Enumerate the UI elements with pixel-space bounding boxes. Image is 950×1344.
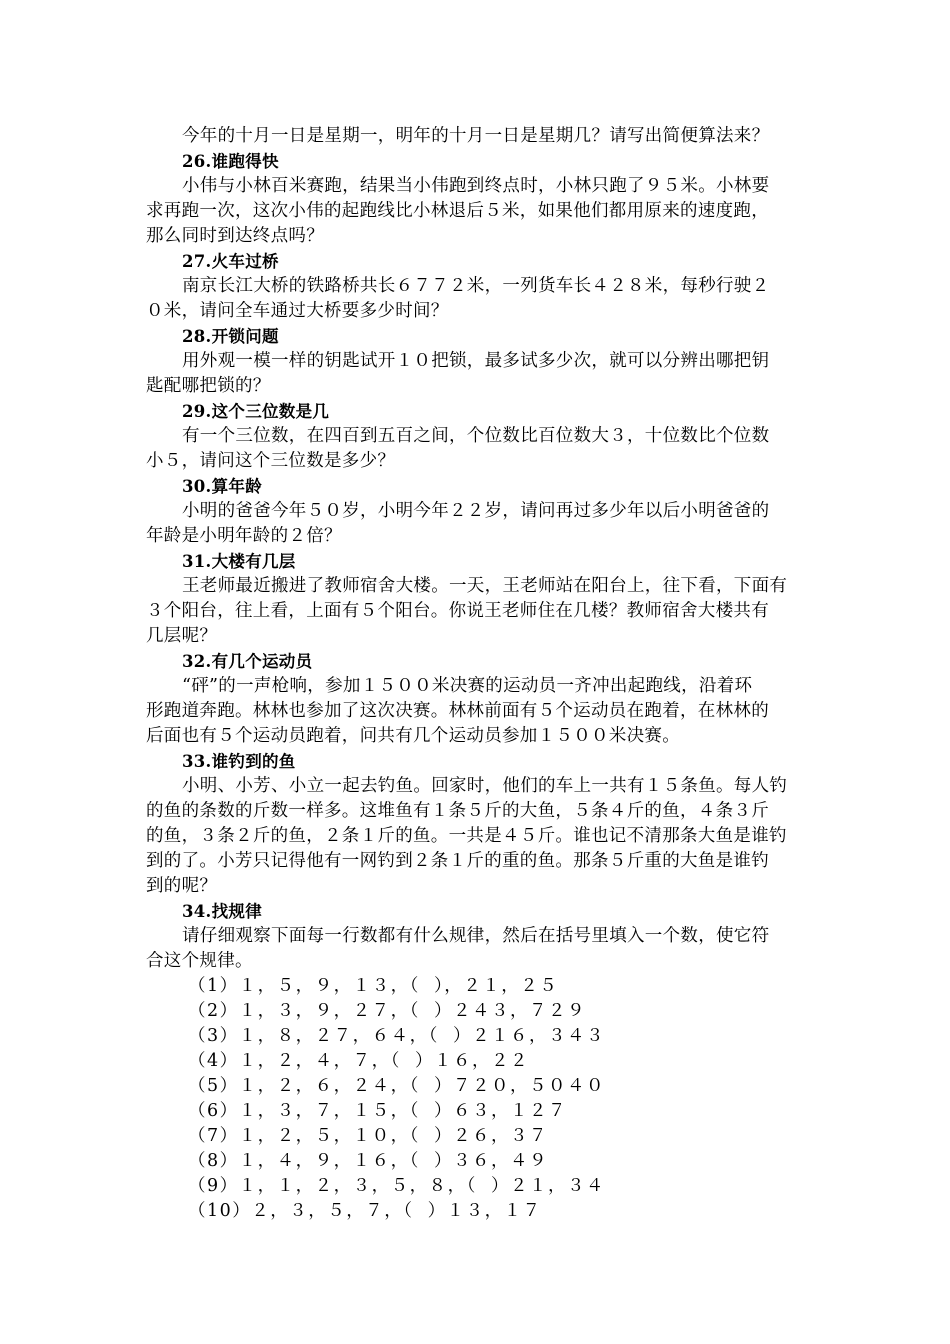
- problem-28-text: 用外观一模一样的钥匙试开１０把锁，最多试多少次，就可以分辨出哪把钥: [182, 351, 770, 371]
- sequence-item: （8）１，４，９，１６，（ ）３６，４９: [188, 1151, 549, 1171]
- sequence-item: （7）１，２，５，１０，（ ）２６，３７: [188, 1126, 549, 1146]
- problem-32-title: 32.有几个运动员: [182, 652, 313, 671]
- problem-29-text: 有一个三位数，在四百到五百之间，个位数比百位数大３，十位数比个位数: [182, 426, 770, 446]
- problem-30-title: 30.算年龄: [182, 477, 263, 496]
- problem-29-text: 小５，请问这个三位数是多少？: [146, 451, 396, 471]
- problem-32-text: “砰”的一声枪响，参加１５００米决赛的运动员一齐冲出起跑线，沿着环: [182, 676, 753, 696]
- intro-question: 今年的十月一日是星期一，明年的十月一日是星期几？请写出简便算法来？: [182, 126, 770, 146]
- problem-31-title: 31.大楼有几层: [182, 552, 296, 571]
- problem-31-text: 几层呢？: [146, 626, 218, 646]
- problem-31-text: ３个阳台，往上看，上面有５个阳台。你说王老师住在几楼？教师宿舍大楼共有: [146, 601, 769, 621]
- problem-27-text: ０米，请问全车通过大桥要多少时间？: [146, 301, 449, 321]
- problem-26-title: 26.谁跑得快: [182, 152, 279, 171]
- sequence-item: （2）１，３，９，２７，（ ）２４３，７２９: [188, 1001, 587, 1021]
- problem-34-text: 合这个规律。: [146, 951, 253, 971]
- problem-28-title: 28.开锁问题: [182, 327, 279, 346]
- problem-33-title: 33.谁钓到的鱼: [182, 752, 296, 771]
- problem-32-text: 形跑道奔跑。林林也参加了这次决赛。林林前面有５个运动员在跑着，在林林的: [146, 701, 769, 721]
- problem-33-text: 小明、小芳、小立一起去钓鱼。回家时，他们的车上一共有１５条鱼。每人钓: [182, 776, 788, 796]
- sequence-item: （3）１，８，２７，６４，（ ）２１６，３４３: [188, 1026, 606, 1046]
- problem-33-text: 的鱼的条数的斤数一样多。这堆鱼有１条５斤的大鱼，５条４斤的鱼，４条３斤: [146, 801, 769, 821]
- sequence-item: （9）１，１，２，３，５，８，（ ）２１，３４: [188, 1176, 606, 1196]
- document-body: [146, 124, 812, 1224]
- sequence-item: （6）１，３，７，１５，（ ）６３，１２７: [188, 1101, 568, 1121]
- problem-33-text: 到的呢？: [146, 876, 218, 896]
- problem-27-title: 27.火车过桥: [182, 252, 279, 271]
- problem-26-text: 求再跑一次，这次小伟的起跑线比小林退后５米，如果他们都用原来的速度跑，: [146, 201, 769, 221]
- problem-34-title: 34.找规律: [182, 902, 263, 921]
- problem-28-text: 匙配哪把锁的？: [146, 376, 271, 396]
- sequence-item: （1）１，５，９，１３，（ ），２１，２５: [188, 976, 559, 996]
- problem-32-text: 后面也有５个运动员跑着，问共有几个运动员参加１５００米决赛。: [146, 726, 680, 746]
- problem-26-text: 那么同时到达终点吗？: [146, 226, 324, 246]
- sequence-item: （5）１，２，６，２４，（ ）７２０，５０４０: [188, 1076, 606, 1096]
- problem-29-title: 29.这个三位数是几: [182, 402, 330, 421]
- problem-26-text: 小伟与小林百米赛跑，结果当小伟跑到终点时，小林只跑了９５米。小林要: [182, 176, 770, 196]
- sequence-item: （10）２，３，５，７，（ ）１３，１７: [188, 1201, 542, 1221]
- problem-30-text: 小明的爸爸今年５０岁，小明今年２２岁，请问再过多少年以后小明爸爸的: [182, 501, 770, 521]
- problem-27-text: 南京长江大桥的铁路桥共长６７７２米，一列货车长４２８米，每秒行驶２: [182, 276, 770, 296]
- problem-33-text: 的鱼，３条２斤的鱼，２条１斤的鱼。一共是４５斤。谁也记不清那条大鱼是谁钓: [146, 826, 787, 846]
- sequence-item: （4）１，２，４，７，（ ）１６，２２: [188, 1051, 530, 1071]
- problem-34-text: 请仔细观察下面每一行数都有什么规律，然后在括号里填入一个数，使它符: [182, 926, 770, 946]
- problem-30-text: 年龄是小明年龄的２倍？: [146, 526, 342, 546]
- problem-33-text: 到的了。小芳只记得他有一网钓到２条１斤的重的鱼。那条５斤重的大鱼是谁钓: [146, 851, 769, 871]
- problem-31-text: 王老师最近搬进了教师宿舍大楼。一天，王老师站在阳台上，往下看，下面有: [182, 576, 788, 596]
